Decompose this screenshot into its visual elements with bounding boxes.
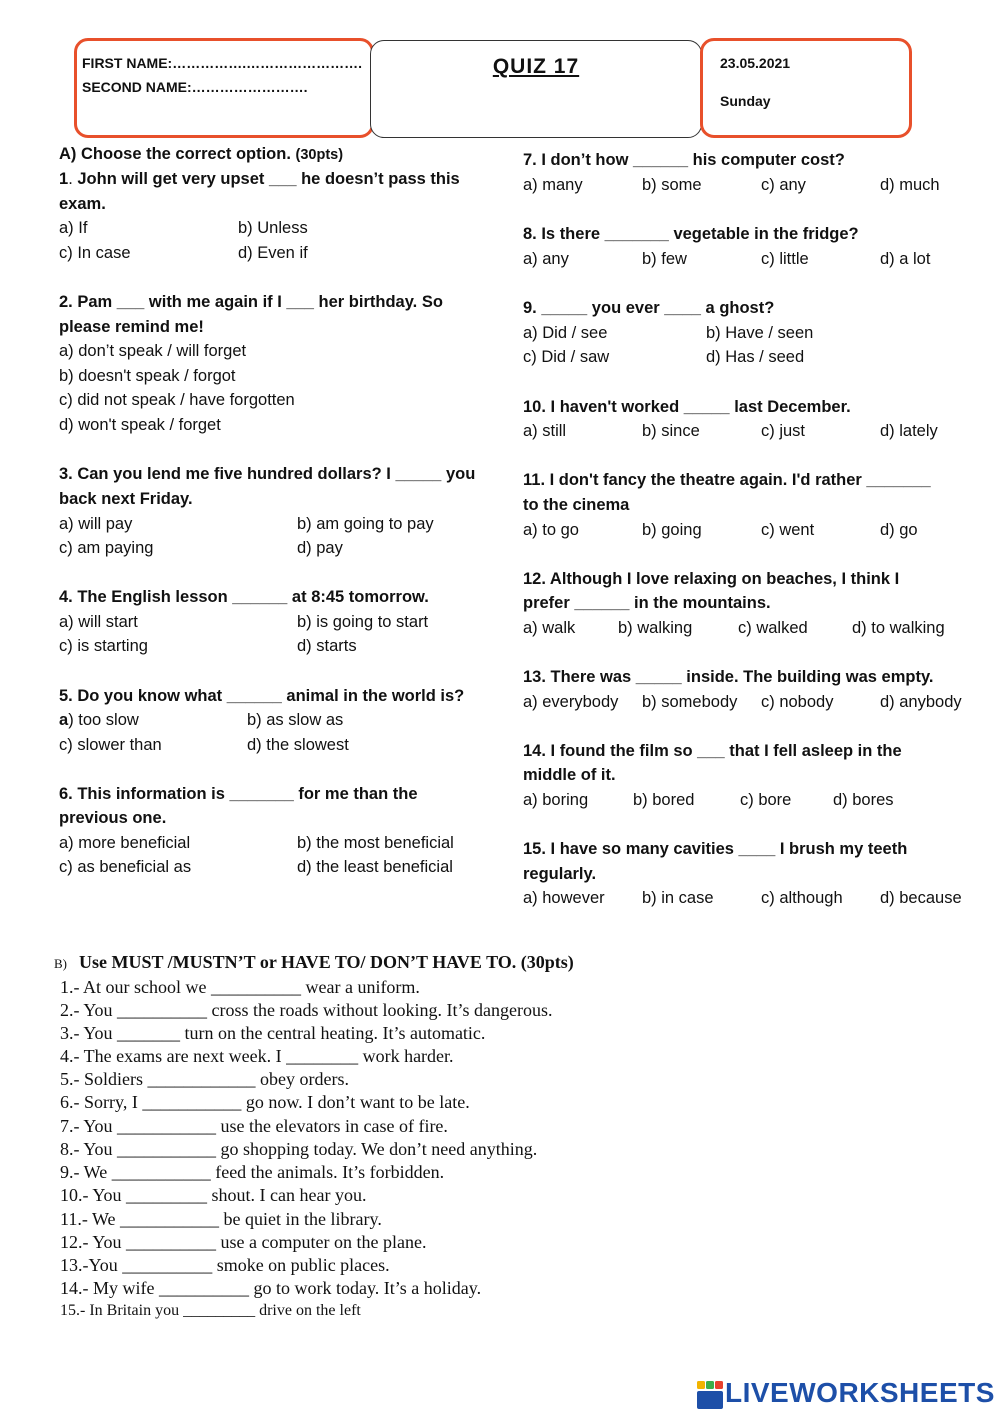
section-a-title <box>59 142 343 168</box>
question-3-option-a[interactable]: a) will pay <box>59 515 133 533</box>
question-8-option-b[interactable]: b) few <box>642 250 687 268</box>
question-13-option-b[interactable]: b) somebody <box>642 693 738 711</box>
question-15-option-c[interactable]: c) although <box>761 889 843 907</box>
question-15-option-d[interactable]: d) because <box>880 889 962 907</box>
question-6-text-cont: previous one. <box>59 809 167 827</box>
section-b-line-3[interactable]: 3.- You _______ turn on the central heating. It’s automatic. <box>60 1023 486 1043</box>
question-10-text: 10. I haven't worked _____ last December. <box>523 398 851 416</box>
question-2-option-a[interactable]: a) don’t speak / will forget <box>59 342 247 360</box>
question-1-option-a[interactable]: a) If <box>59 219 88 237</box>
section-b-line-4[interactable]: 4.- The exams are next week. I ________ work harder. <box>60 1046 454 1066</box>
question-6-option-a[interactable]: a) more beneficial <box>59 834 191 852</box>
question-13-option-c[interactable]: c) nobody <box>761 693 834 711</box>
section-b-line-5[interactable]: 5.- Soldiers ____________ obey orders. <box>60 1069 349 1089</box>
question-8-option-d[interactable]: d) a lot <box>880 250 931 268</box>
question-5-option-d[interactable]: d) the slowest <box>247 736 349 754</box>
question-14-option-b[interactable]: b) bored <box>633 791 695 809</box>
question-7-option-d[interactable]: d) much <box>880 176 940 194</box>
question-11-text-cont: to the cinema <box>523 496 630 514</box>
question-14-option-c[interactable]: c) bore <box>740 791 792 809</box>
question-12-option-b[interactable]: b) walking <box>618 619 693 637</box>
first-name-label: FIRST NAME:…………….……………………. <box>82 55 362 71</box>
quiz-day: Sunday <box>720 93 771 109</box>
question-10-option-c[interactable]: c) just <box>761 422 806 440</box>
question-number-separator: . <box>68 170 78 188</box>
question-15-text: 15. I have so many cavities ____ I brush my teeth <box>523 840 908 858</box>
question-3-text-cont: back next Friday. <box>59 490 193 508</box>
question-1-option-d[interactable]: d) Even if <box>238 244 308 262</box>
liveworksheets-logo-icon <box>697 1381 723 1409</box>
question-5-option-a[interactable] <box>59 708 139 733</box>
question-7-text: 7. I don’t how ______ his computer cost? <box>523 151 845 169</box>
section-b-line-9[interactable]: 9.- We ___________ feed the animals. It’s forbidden. <box>60 1162 445 1182</box>
question-2-text-cont: please remind me! <box>59 318 204 336</box>
question-4-option-d[interactable]: d) starts <box>297 637 357 655</box>
question-9-option-b[interactable]: b) Have / seen <box>706 324 814 342</box>
question-14-option-a[interactable]: a) boring <box>523 791 589 809</box>
question-5-text: 5. Do you know what ______ animal in the world is? <box>59 687 465 705</box>
question-12-text-cont: prefer ______ in the mountains. <box>523 594 771 612</box>
section-b-title-text: Use MUST /MUSTN’T or HAVE TO/ DON’T HAVE TO. (30pts) <box>79 952 574 972</box>
question-1-text <box>59 167 460 192</box>
question-13-text: 13. There was _____ inside. The building was empty. <box>523 668 934 686</box>
section-b-line-14[interactable]: 14.- My wife __________ go to work today. It’s a holiday. <box>60 1278 482 1298</box>
section-b-line-6[interactable]: 6.- Sorry, I ___________ go now. I don’t want to be late. <box>60 1092 470 1112</box>
question-15-option-a[interactable]: a) however <box>523 889 605 907</box>
question-2-option-c[interactable]: c) did not speak / have forgotten <box>59 391 295 409</box>
section-b-line-12[interactable]: 12.- You __________ use a computer on the plane. <box>60 1232 427 1252</box>
liveworksheets-logo-text: LIVEWORKSHEETS <box>725 1377 995 1408</box>
question-11-option-b[interactable]: b) going <box>642 521 702 539</box>
question-12-option-d[interactable]: d) to walking <box>852 619 945 637</box>
question-5-option-b[interactable]: b) as slow as <box>247 711 344 729</box>
question-6-option-c[interactable]: c) as beneficial as <box>59 858 192 876</box>
question-2-option-b[interactable]: b) doesn't speak / forgot <box>59 367 236 385</box>
question-11-option-c[interactable]: c) went <box>761 521 815 539</box>
question-4-option-c[interactable]: c) is starting <box>59 637 148 655</box>
question-13-option-a[interactable]: a) everybody <box>523 693 619 711</box>
question-7-option-a[interactable]: a) many <box>523 176 583 194</box>
question-3-text: 3. Can you lend me five hundred dollars? I _____ you <box>59 465 476 483</box>
question-9-text: 9. _____ you ever ____ a ghost? <box>523 299 775 317</box>
date-box <box>700 38 912 138</box>
question-9-option-a[interactable]: a) Did / see <box>523 324 608 342</box>
questions-right-column <box>523 148 993 913</box>
question-6-option-d[interactable]: d) the least beneficial <box>297 858 453 876</box>
question-9-option-c[interactable]: c) Did / saw <box>523 348 610 366</box>
question-15-text-cont: regularly. <box>523 865 597 883</box>
question-10-option-b[interactable]: b) since <box>642 422 700 440</box>
section-b-line-8[interactable]: 8.- You ___________ go shopping today. We don’t need anything. <box>60 1139 538 1159</box>
section-a-title-text: A) Choose the correct option. <box>59 145 291 163</box>
question-13-option-d[interactable]: d) anybody <box>880 693 962 711</box>
question-8-option-a[interactable]: a) any <box>523 250 569 268</box>
section-b-line-2[interactable]: 2.- You __________ cross the roads without looking. It’s dangerous. <box>60 1000 553 1020</box>
question-4-text: 4. The English lesson ______ at 8:45 tomorrow. <box>59 588 429 606</box>
question-6-option-b[interactable]: b) the most beneficial <box>297 834 454 852</box>
question-15-option-b[interactable]: b) in case <box>642 889 714 907</box>
question-1-option-b[interactable]: b) Unless <box>238 219 308 237</box>
question-7-option-b[interactable]: b) some <box>642 176 702 194</box>
questions-left-column <box>59 142 504 882</box>
second-name-label: SECOND NAME:……………………. <box>82 79 308 95</box>
option-text: ) too slow <box>68 711 139 729</box>
question-14-option-d[interactable]: d) bores <box>833 791 894 809</box>
student-name-box <box>74 38 374 138</box>
question-6-text: 6. This information is _______ for me than the <box>59 785 418 803</box>
question-3-option-b[interactable]: b) am going to pay <box>297 515 434 533</box>
question-12-option-c[interactable]: c) walked <box>738 619 808 637</box>
section-b-title <box>54 952 574 973</box>
question-14-text: 14. I found the film so ___ that I fell asleep in the <box>523 742 902 760</box>
question-9-option-d[interactable]: d) Has / seed <box>706 348 805 366</box>
quiz-title-box <box>370 40 702 138</box>
section-b-line-10[interactable]: 10.- You _________ shout. I can hear you. <box>60 1185 367 1205</box>
question-10-option-a[interactable]: a) still <box>523 422 567 440</box>
question-3-option-c[interactable]: c) am paying <box>59 539 154 557</box>
question-1-text-cont: exam. <box>59 195 106 213</box>
section-b-line-7[interactable]: 7.- You ___________ use the elevators in case of fire. <box>60 1116 448 1136</box>
section-a-points: (30pts) <box>295 147 344 163</box>
question-4-option-b[interactable]: b) is going to start <box>297 613 429 631</box>
section-b-letter: B) <box>54 956 67 971</box>
quiz-title: QUIZ 17 <box>492 55 580 78</box>
section-b-line-1[interactable]: 1.- At our school we __________ wear a uniform. <box>60 977 420 997</box>
question-7-option-c[interactable]: c) any <box>761 176 806 194</box>
section-b-line-13[interactable]: 13.-You __________ smoke on public places. <box>60 1255 390 1275</box>
question-text: John will get very upset ___ he doesn’t pass this <box>77 170 460 188</box>
question-10-option-d[interactable]: d) lately <box>880 422 938 440</box>
question-1-option-c[interactable]: c) In case <box>59 244 131 262</box>
question-12-text: 12. Although I love relaxing on beaches, I think I <box>523 570 900 588</box>
section-b-line-15[interactable]: 15.- In Britain you _________ drive on the left <box>60 1302 361 1319</box>
question-11-option-a[interactable]: a) to go <box>523 521 579 539</box>
question-11-text: 11. I don't fancy the theatre again. I'd rather _______ <box>523 471 931 489</box>
question-11-option-d[interactable]: d) go <box>880 521 918 539</box>
question-3-option-d[interactable]: d) pay <box>297 539 343 557</box>
question-number: 1 <box>59 170 69 188</box>
question-4-option-a[interactable]: a) will start <box>59 613 138 631</box>
section-b-line-11[interactable]: 11.- We ___________ be quiet in the library. <box>60 1209 382 1229</box>
question-2-option-d[interactable]: d) won't speak / forget <box>59 416 221 434</box>
question-8-text: 8. Is there _______ vegetable in the fridge? <box>523 225 859 243</box>
question-8-option-c[interactable]: c) little <box>761 250 809 268</box>
option-letter: a <box>59 711 69 729</box>
question-2-text: 2. Pam ___ with me again if I ___ her birthday. So <box>59 293 443 311</box>
question-12-option-a[interactable]: a) walk <box>523 619 576 637</box>
question-5-option-c[interactable]: c) slower than <box>59 736 162 754</box>
question-14-text-cont: middle of it. <box>523 766 616 784</box>
quiz-date: 23.05.2021 <box>720 55 791 71</box>
